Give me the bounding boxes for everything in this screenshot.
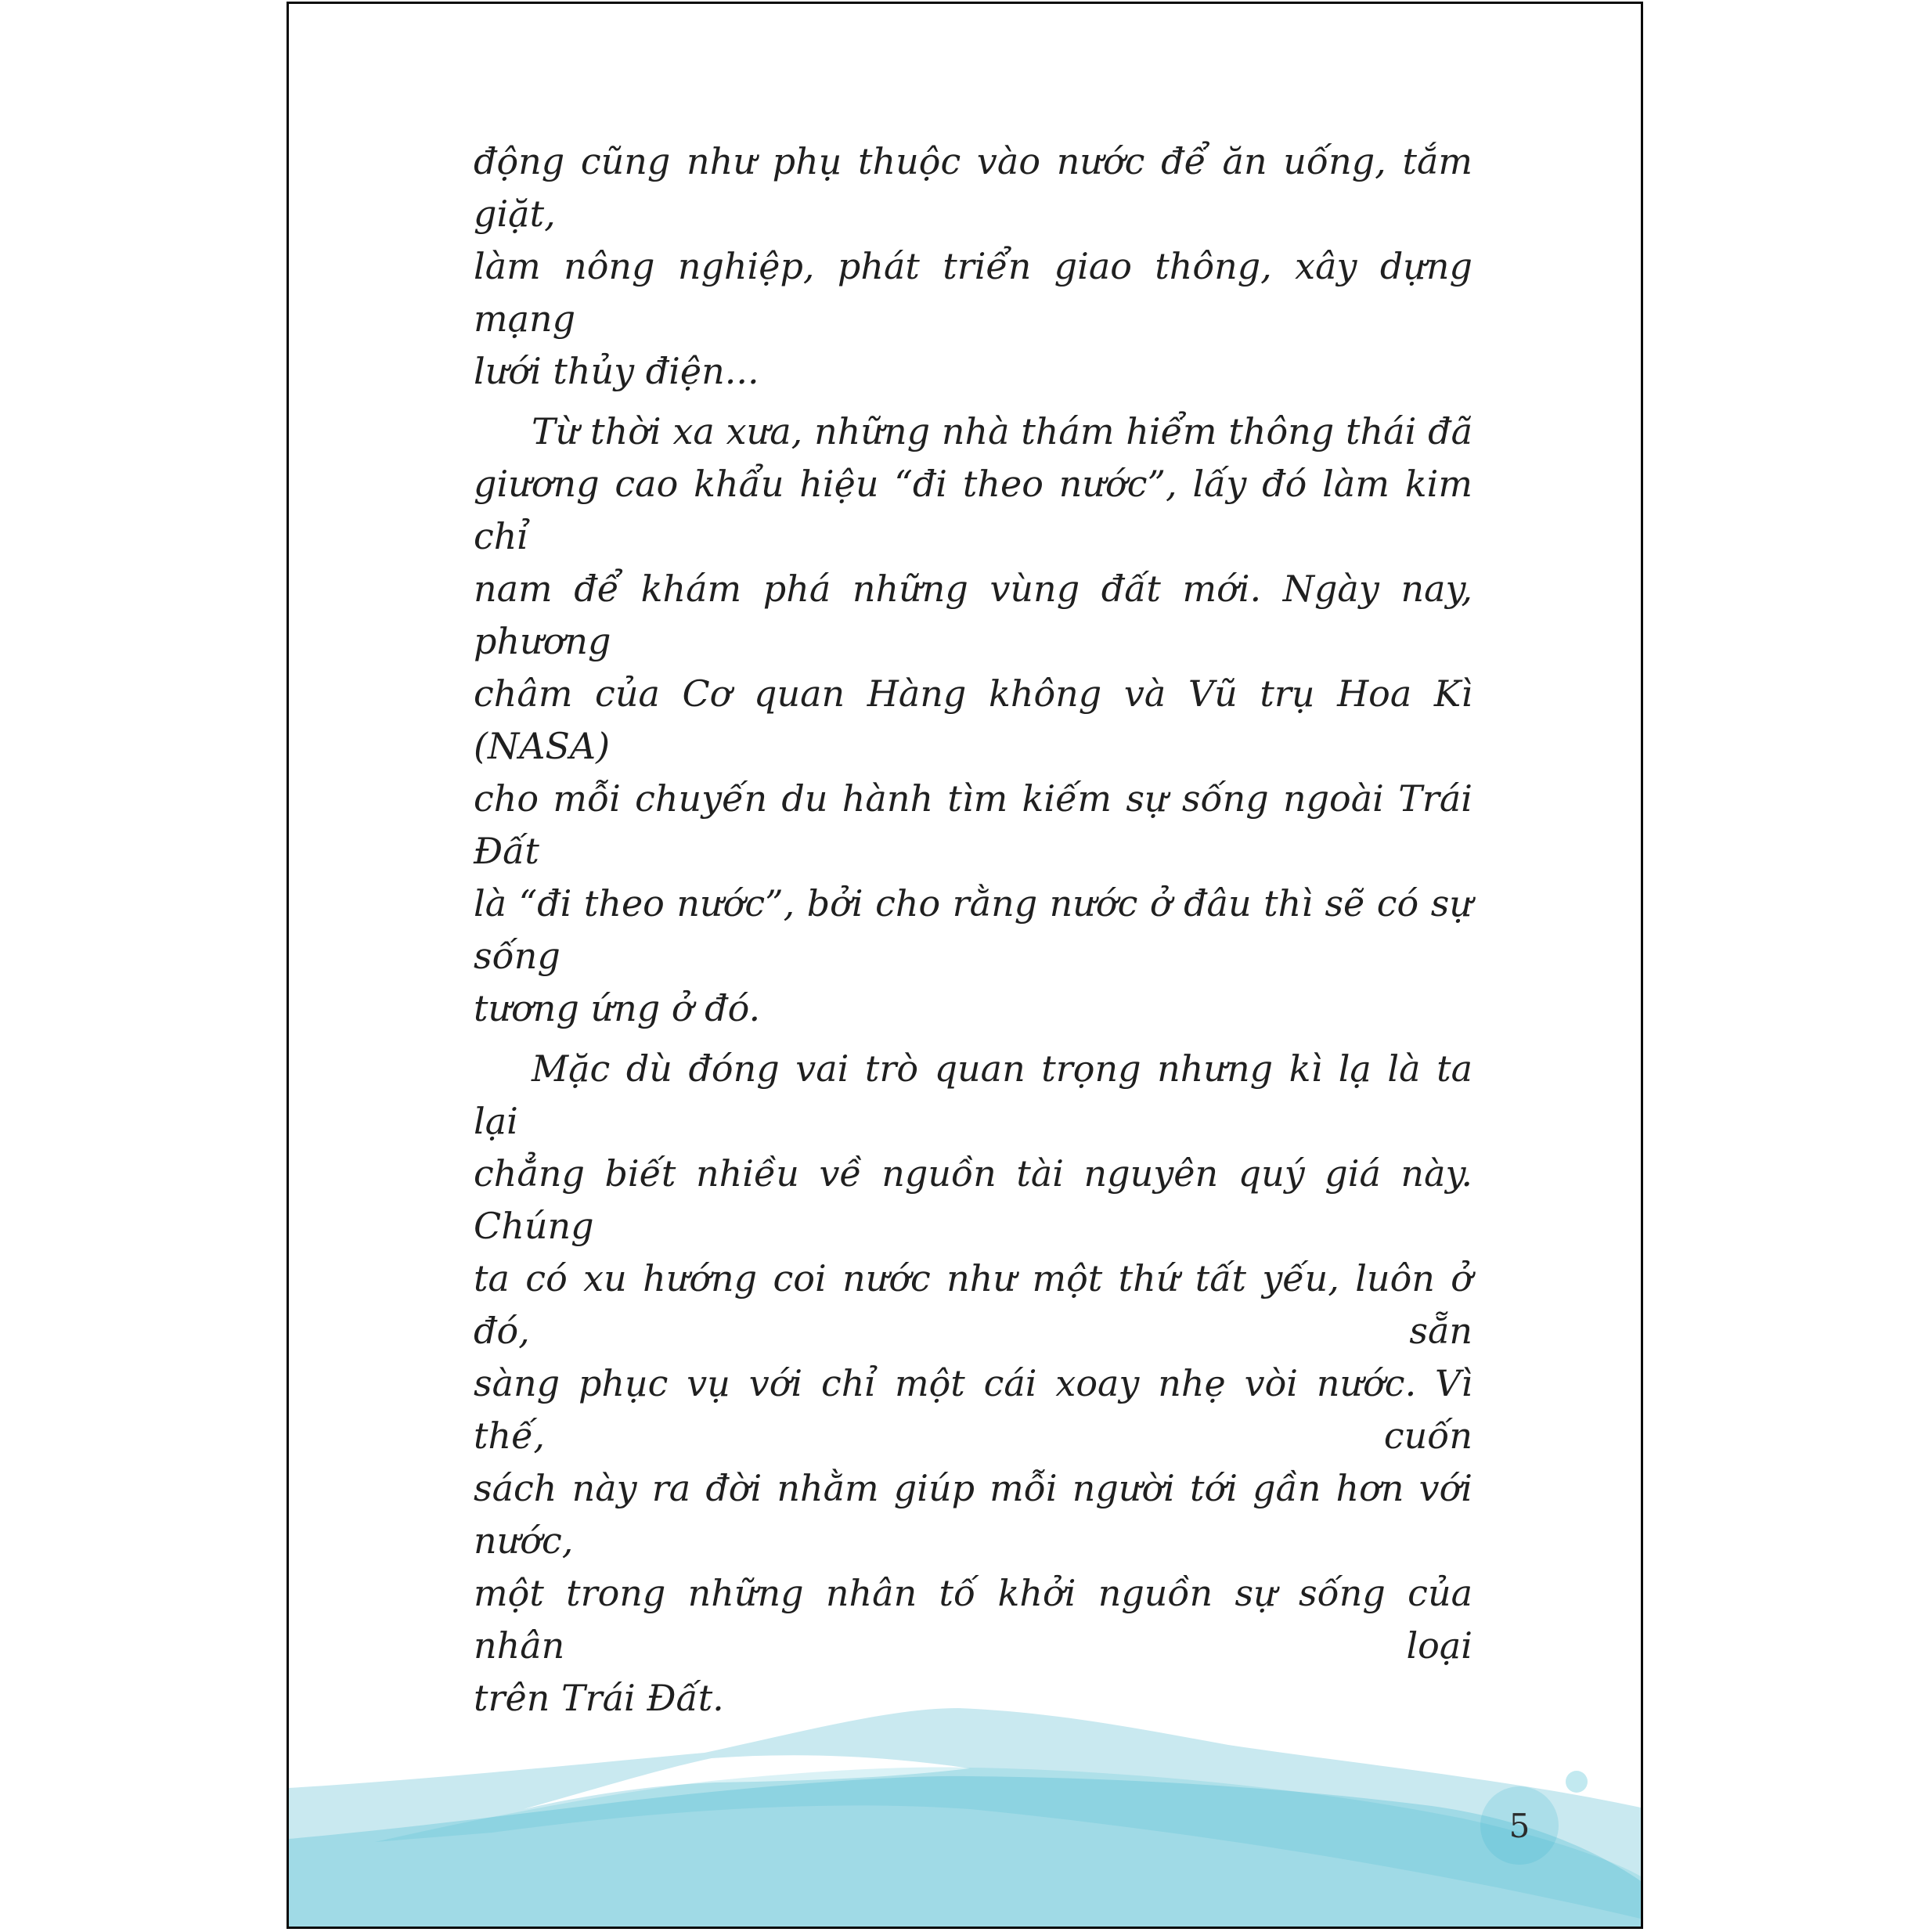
text-line: Mặc dù đóng vai trò quan trọng nhưng kì lạ là ta lại [474, 1047, 1472, 1142]
text-line: giương cao khẩu hiệu “đi theo nước”, lấy đó làm kim chỉ [474, 463, 1472, 557]
text-line: cho mỗi chuyến du hành tìm kiếm sự sống ngoài Trái Đất [474, 777, 1472, 872]
text-line: nam để khám phá những vùng đất mới. Ngày nay, phương [474, 568, 1472, 662]
text-line: động cũng như phụ thuộc vào nước để ăn uống, tắm giặt, [474, 140, 1472, 235]
paragraph [474, 135, 1472, 398]
text-line: trên Trái Đất. [474, 1677, 724, 1719]
text-line: sách này ra đời nhằm giúp mỗi người tới gần hơn với nước, [474, 1467, 1472, 1562]
text-line: làm nông nghiệp, phát triển giao thông, xây dựng mạng [474, 245, 1472, 340]
text-line: ta có xu hướng coi nước như một thứ tất yếu, luôn ở đó, sẵn [474, 1257, 1472, 1352]
text-line: Từ thời xa xưa, những nhà thám hiểm thông thái đã [532, 410, 1472, 452]
page-frame [287, 2, 1643, 1929]
wave-decoration [289, 1441, 1641, 1927]
wave-svg [289, 1441, 1641, 1927]
text-line: một trong những nhân tố khởi nguồn sự sống của nhân loại [474, 1572, 1472, 1667]
page-number: 5 [1508, 1806, 1530, 1845]
small-bubble [1566, 1771, 1588, 1793]
text-line: châm của Cơ quan Hàng không và Vũ trụ Hoa Kì (NASA) [474, 672, 1472, 767]
page-number-badge [1472, 1797, 1566, 1855]
text-line: là “đi theo nước”, bởi cho rằng nước ở đâu thì sẽ có sự sống [474, 882, 1472, 977]
text-line: chẳng biết nhiều về nguồn tài nguyên quý giá này. Chúng [474, 1152, 1472, 1247]
text-line: tương ứng ở đó. [474, 987, 761, 1029]
paragraph [474, 406, 1472, 1035]
text-line: lưới thủy điện... [474, 350, 759, 392]
text-line: sàng phục vụ với chỉ một cái xoay nhẹ vòi nước. Vì thế, cuốn [474, 1362, 1472, 1457]
